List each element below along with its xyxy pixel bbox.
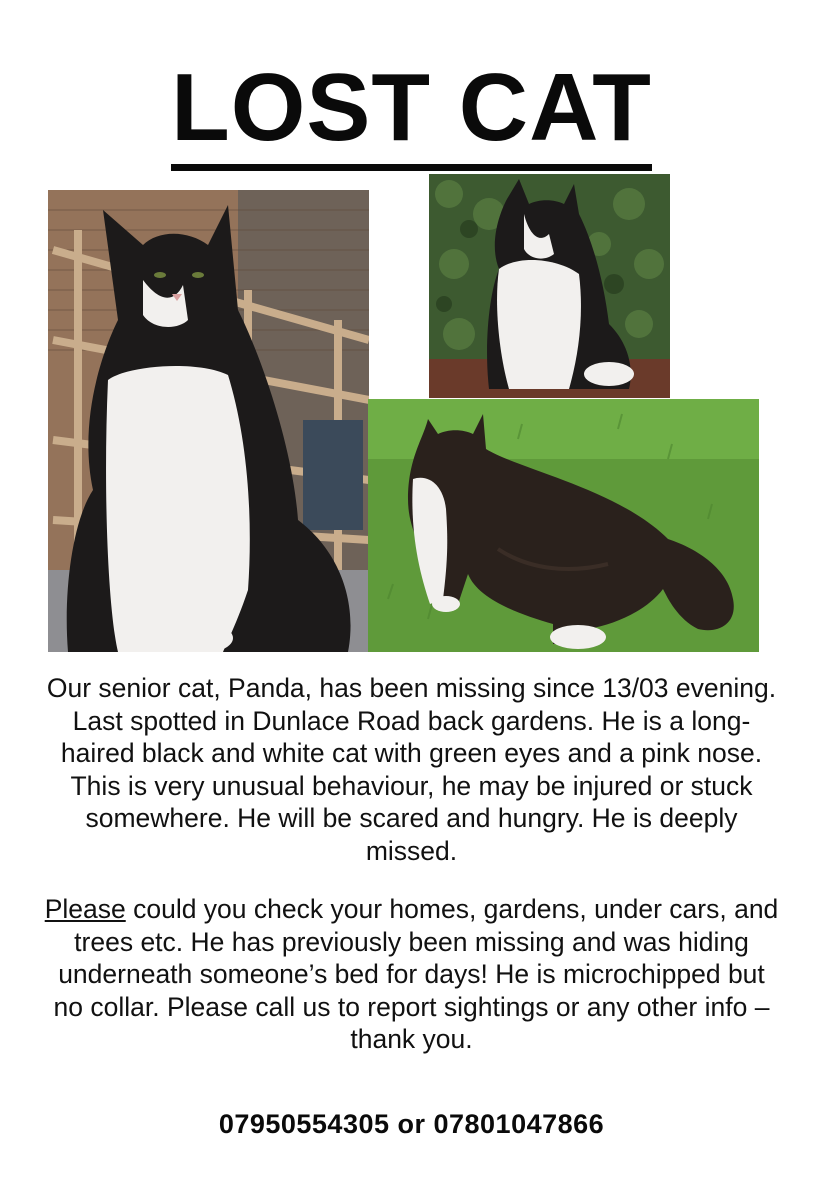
request-text: could you check your homes, gardens, under cars, and trees etc. He has previously been missing and was hiding underneath someone’s bed for days! He is microchipped but no collar. Please call us to report sightings or any other info – thank you. [53,894,779,1054]
poster-title-text: LOST CAT [171,60,652,171]
request-lead-word: Please [44,894,126,924]
description-paragraph [40,672,783,867]
cat-photo-brick-wall [48,190,369,652]
contact-phone-numbers: 07950554305 or 07801047866 [218,1109,605,1139]
request-paragraph [40,893,783,1056]
description-text: Our senior cat, Panda, has been missing since 13/03 evening. Last spotted in Dunlace Road back gardens. He is a long-haired black and white cat with green eyes and a pink nose. This is very unusual behaviour, he may be injured or stuck somewhere. He will be scared and hungry. He is deeply missed. [46,673,777,866]
poster-title [0,54,823,171]
cat-photo-grass [368,399,759,652]
cat-photo-ivy [429,174,670,398]
